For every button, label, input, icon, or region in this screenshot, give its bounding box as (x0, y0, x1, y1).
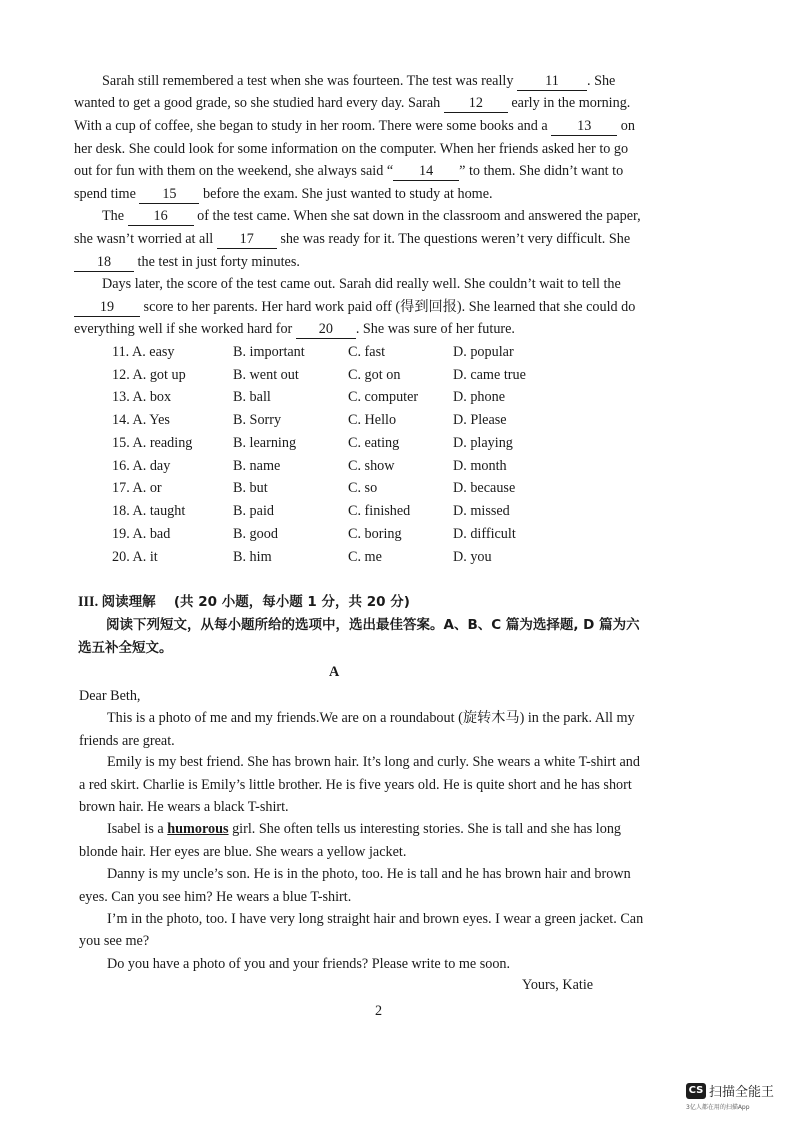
letter-line: This is a photo of me and my friends.We are on a roundabout (旋转木马) in the park. All my (107, 710, 635, 726)
text: With a cup of coffee, she began to study in her room. There were some books and a (74, 118, 548, 134)
passage-label: A (329, 664, 340, 680)
text: of the test came. When she sat down in the classroom and answered the paper, (197, 208, 641, 224)
option-b: B. name (233, 458, 281, 474)
option-c: C. fast (348, 344, 386, 360)
option-c: C. Hello (348, 412, 397, 428)
cloze-line (74, 297, 635, 317)
option-a: 15. A. reading (112, 435, 193, 451)
option-d: D. missed (453, 503, 510, 519)
text: . She (586, 73, 616, 89)
option-a: 12. A. got up (112, 367, 186, 383)
scanner-tagline: 3亿人都在用的扫描App (686, 1104, 750, 1111)
letter-line: eyes. Can you see him? He wears a blue T-shirt. (79, 889, 352, 905)
option-a: 17. A. or (112, 480, 162, 496)
text: spend time (74, 186, 136, 202)
cloze-line (74, 252, 300, 272)
key-word-humorous: humorous (167, 821, 229, 837)
letter-greeting: Dear Beth, (79, 688, 141, 704)
option-a: 20. A. it (112, 549, 158, 565)
option-b: B. him (233, 549, 272, 565)
option-c: C. finished (348, 503, 411, 519)
option-a: 19. A. bad (112, 526, 171, 542)
letter-line: I’m in the photo, too. I have very long straight hair and brown eyes. I wear a green jacket. Can (107, 911, 644, 927)
letter-line: brown hair. He wears a black T-shirt. (79, 799, 289, 815)
text: score to her parents. Her hard work paid off (得到回报). She learned that she could do (143, 299, 636, 315)
text: The (102, 208, 125, 224)
option-d: D. came true (453, 367, 526, 383)
text: her desk. She could look for some information on the computer. When her friends asked her to go (74, 141, 629, 157)
option-a: 14. A. Yes (112, 412, 170, 428)
option-a: 16. A. day (112, 458, 171, 474)
blank-16: 16 (128, 208, 194, 226)
option-d: D. because (453, 480, 516, 496)
option-d: D. playing (453, 435, 513, 451)
option-b: B. but (233, 480, 268, 496)
text: the test in just forty minutes. (137, 254, 300, 270)
section-instructions-cont: 选五补全短文。 (78, 640, 173, 656)
text: ” to them. She didn’t want to (459, 163, 624, 179)
blank-20: 20 (296, 321, 356, 339)
blank-11: 11 (517, 73, 587, 91)
text: . She was sure of her future. (355, 321, 515, 337)
option-c: C. me (348, 549, 382, 565)
text: before the exam. She just wanted to study at home. (202, 186, 493, 202)
cloze-line (74, 93, 630, 113)
blank-15: 15 (139, 186, 199, 204)
text: early in the morning. (511, 95, 631, 111)
option-d: D. phone (453, 389, 506, 405)
blank-17: 17 (217, 231, 277, 249)
option-c: C. computer (348, 389, 419, 405)
option-b: B. ball (233, 389, 271, 405)
option-d: D. month (453, 458, 507, 474)
option-a: 11. A. easy (112, 344, 175, 360)
option-b: B. paid (233, 503, 274, 519)
text: girl. She often tells us interesting stories. She is tall and she has long (232, 821, 622, 837)
blank-18: 18 (74, 254, 134, 272)
option-a: 18. A. taught (112, 503, 186, 519)
section-heading (78, 592, 410, 612)
option-b: B. Sorry (233, 412, 282, 428)
text: everything well if she worked hard for (74, 321, 293, 337)
option-c: C. show (348, 458, 395, 474)
text: she wasn’t worried at all (74, 231, 214, 247)
text: on (620, 118, 635, 134)
text: she was ready for it. The questions weren’t very difficult. She (280, 231, 631, 247)
scanner-app-name: 扫描全能王 (709, 1085, 775, 1100)
cloze-line (74, 184, 493, 204)
cloze-line (74, 139, 628, 159)
cloze-line (74, 161, 623, 181)
letter-line: Emily is my best friend. She has brown hair. It’s long and curly. She wears a white T-shirt and (107, 754, 640, 770)
cloze-line (102, 274, 621, 294)
option-c: C. got on (348, 367, 401, 383)
letter-signoff: Yours, Katie (522, 977, 594, 993)
text: Isabel is a (107, 821, 164, 837)
letter-line: you see me? (79, 933, 150, 949)
option-d: D. popular (453, 344, 514, 360)
option-b: B. good (233, 526, 278, 542)
cloze-line (74, 116, 635, 136)
option-a: 13. A. box (112, 389, 172, 405)
section-instructions: 阅读下列短文，从每小题所给的选项中，选出最佳答案。A、B、C 篇为选择题, D 篇为六 (106, 617, 640, 633)
letter-line (107, 819, 621, 839)
option-b: B. learning (233, 435, 297, 451)
blank-12: 12 (444, 95, 508, 113)
cloze-line (74, 229, 630, 249)
blank-19: 19 (74, 299, 140, 317)
page-number: 2 (375, 1003, 383, 1019)
text: out for fun with them on the weekend, she always said “ (74, 163, 394, 179)
option-b: B. went out (233, 367, 299, 383)
scanner-logo-icon: CS (686, 1083, 706, 1099)
cloze-line (74, 319, 515, 339)
option-d: D. you (453, 549, 492, 565)
letter-line: a red skirt. Charlie is Emily’s little brother. He is five years old. He is quite short and he has short (79, 777, 632, 793)
option-b: B. important (233, 344, 305, 360)
text: Days later, the score of the test came out. Sarah did really well. She couldn’t wait to tell the (102, 276, 621, 292)
text: Sarah still remembered a test when she was fourteen. The test was really (102, 73, 514, 89)
option-c: C. eating (348, 435, 400, 451)
cloze-line (102, 71, 615, 91)
cloze-line (102, 206, 641, 226)
letter-line: Danny is my uncle’s son. He is in the photo, too. He is tall and he has brown hair and brown (107, 866, 631, 882)
letter-line: friends are great. (79, 733, 175, 749)
option-d: D. difficult (453, 526, 516, 542)
letter-line: Do you have a photo of you and your friends? Please write to me soon. (107, 956, 511, 972)
text: wanted to get a good grade, so she studied hard every day. Sarah (74, 95, 441, 111)
option-c: C. boring (348, 526, 402, 542)
letter-line: blonde hair. Her eyes are blue. She wears a yellow jacket. (79, 844, 407, 860)
blank-14: 14 (393, 163, 459, 181)
section-number: III. (78, 594, 99, 610)
blank-13: 13 (551, 118, 617, 136)
option-d: D. Please (453, 412, 507, 428)
option-c: C. so (348, 480, 378, 496)
section-title: 阅读理解 (共 20 小题，每小题 1 分，共 20 分) (101, 594, 410, 610)
